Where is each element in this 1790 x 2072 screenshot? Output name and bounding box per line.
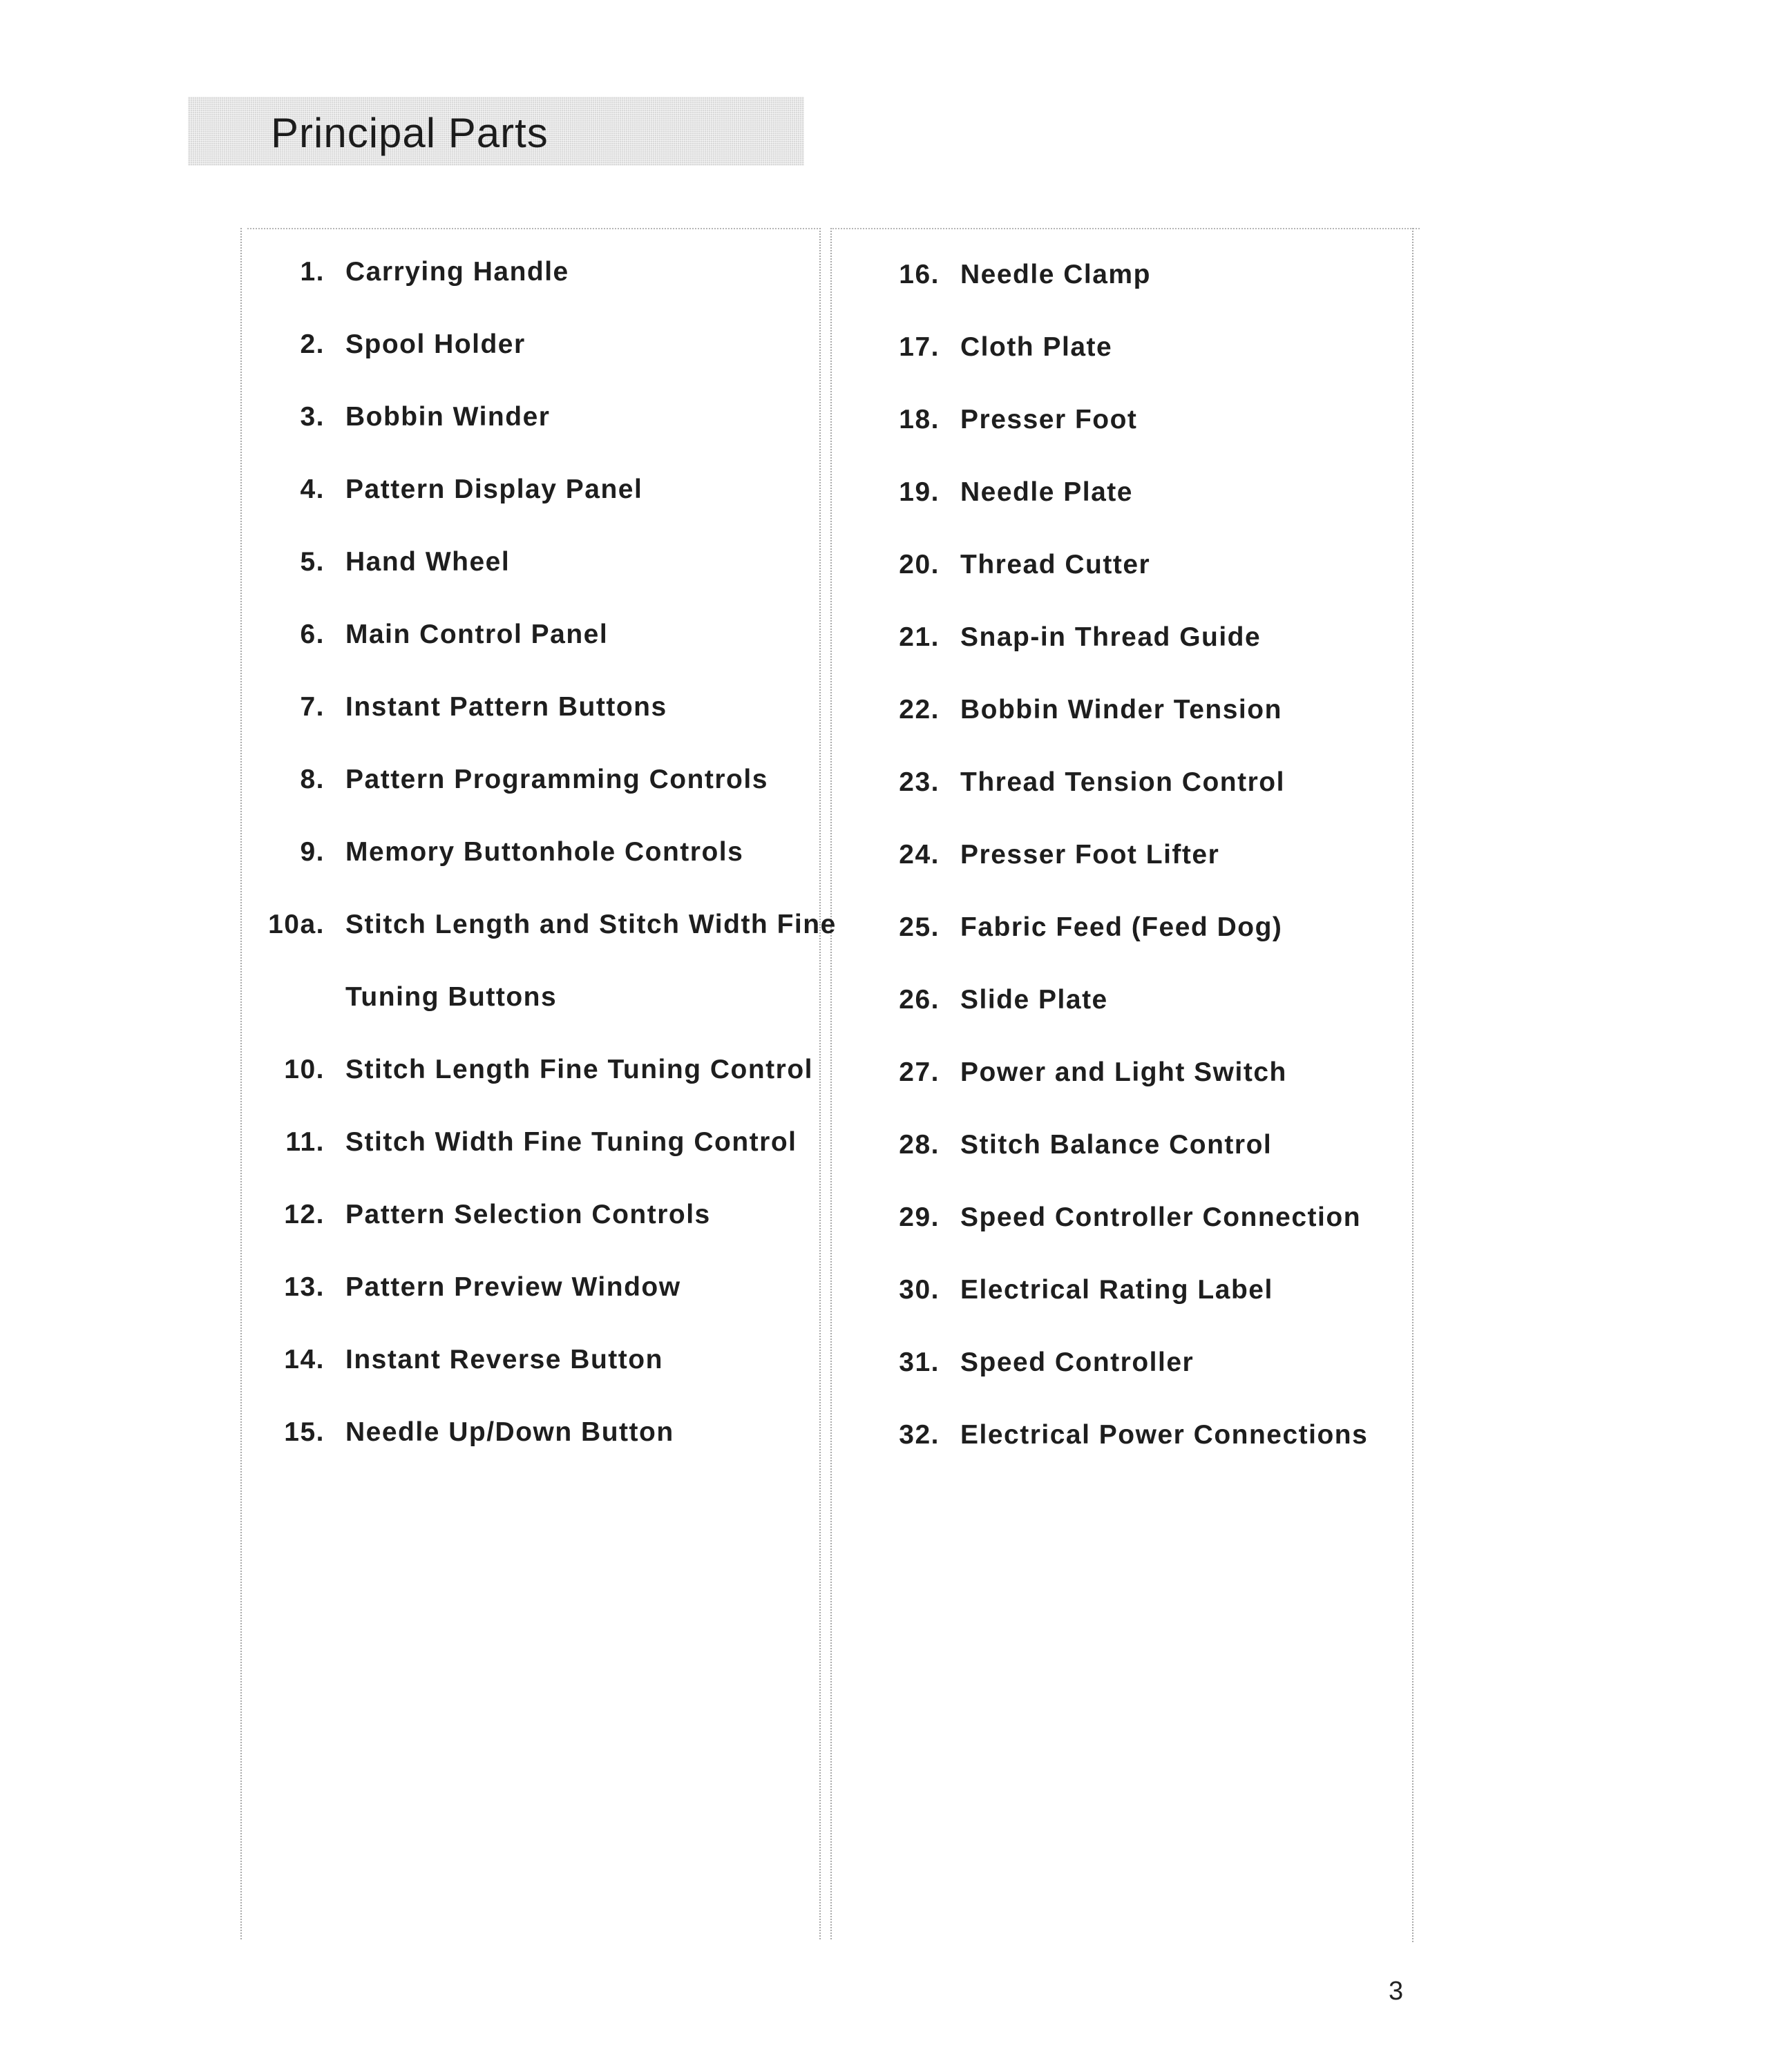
part-number: 13. (284, 1272, 325, 1302)
part-number: 21. (899, 622, 940, 652)
parts-list-item (263, 982, 837, 1055)
part-label: Speed Controller Connection (960, 1202, 1362, 1232)
part-label: Slide Plate (960, 985, 1108, 1015)
part-number: 19. (899, 477, 940, 507)
part-number: 23. (899, 767, 940, 797)
part-number: 30. (899, 1275, 940, 1305)
parts-list-item (263, 547, 837, 620)
parts-list-item (870, 405, 1368, 477)
part-number: 25. (899, 912, 940, 942)
parts-list-item (870, 622, 1368, 695)
part-label: Stitch Balance Control (960, 1130, 1273, 1160)
part-number: 5. (300, 547, 325, 577)
part-label: Stitch Length Fine Tuning Control (345, 1055, 814, 1084)
part-label: Pattern Display Panel (345, 474, 643, 504)
part-label: Carrying Handle (345, 257, 569, 287)
parts-list-item (263, 1272, 837, 1345)
page-title: Principal Parts (271, 110, 549, 156)
part-number: 2. (300, 329, 325, 359)
part-label: Presser Foot (960, 405, 1138, 434)
part-label: Tuning Buttons (345, 982, 558, 1012)
parts-list-item (263, 257, 837, 329)
part-label: Main Control Panel (345, 620, 609, 649)
parts-list-item (870, 1057, 1368, 1130)
frame-top-line-right (832, 228, 1420, 229)
parts-list-item (263, 329, 837, 402)
part-label: Needle Clamp (960, 260, 1151, 289)
part-label: Hand Wheel (345, 547, 511, 577)
part-label: Stitch Width Fine Tuning Control (345, 1127, 797, 1157)
part-label: Power and Light Switch (960, 1057, 1287, 1087)
part-number: 8. (300, 765, 325, 794)
parts-list-item (263, 692, 837, 765)
part-label: Thread Cutter (960, 550, 1151, 579)
part-number: 32. (899, 1420, 940, 1450)
parts-list-item (870, 1347, 1368, 1420)
part-label: Electrical Power Connections (960, 1420, 1369, 1450)
part-label: Instant Reverse Button (345, 1345, 663, 1374)
part-label: Memory Buttonhole Controls (345, 837, 744, 867)
parts-list-item (870, 695, 1368, 767)
frame-top-line-left (247, 228, 821, 229)
part-number: 7. (300, 692, 325, 722)
part-label: Speed Controller (960, 1347, 1194, 1377)
parts-list-item (870, 767, 1368, 840)
part-number: 12. (284, 1200, 325, 1229)
part-label: Pattern Preview Window (345, 1272, 681, 1302)
parts-list-item (870, 260, 1368, 332)
part-label: Presser Foot Lifter (960, 840, 1220, 870)
parts-list-item (263, 474, 837, 547)
parts-list-item (263, 1417, 837, 1490)
part-number: 27. (899, 1057, 940, 1087)
parts-list-item (870, 1275, 1368, 1347)
parts-list-item (263, 402, 837, 474)
part-number: 11. (285, 1127, 325, 1157)
part-number: 3. (300, 402, 325, 432)
frame-left-border (240, 228, 242, 1939)
part-label: Electrical Rating Label (960, 1275, 1273, 1305)
part-number: 10. (284, 1055, 325, 1084)
part-number: 17. (899, 332, 940, 362)
part-number: 31. (899, 1347, 940, 1377)
parts-list-item (870, 1202, 1368, 1275)
part-number: 29. (899, 1202, 940, 1232)
part-number: 15. (284, 1417, 325, 1447)
part-number: 22. (899, 695, 940, 725)
part-number: 4. (300, 474, 325, 504)
part-number: 18. (899, 405, 940, 434)
page-number: 3 (1389, 1977, 1404, 2006)
parts-list-item (870, 1420, 1368, 1493)
parts-list-item (870, 332, 1368, 405)
parts-list-item (263, 765, 837, 837)
parts-list-item (263, 1055, 837, 1127)
part-number: 14. (284, 1345, 325, 1374)
part-number: 26. (899, 985, 940, 1015)
part-number: 9. (300, 837, 325, 867)
parts-list-item (870, 550, 1368, 622)
parts-list-item (870, 912, 1368, 985)
part-label: Needle Up/Down Button (345, 1417, 674, 1447)
parts-list-item (263, 1200, 837, 1272)
parts-list-item (870, 477, 1368, 550)
part-number: 6. (300, 620, 325, 649)
parts-list-item (263, 910, 837, 982)
part-number: 10a. (268, 910, 325, 939)
part-label: Bobbin Winder (345, 402, 551, 432)
part-label: Fabric Feed (Feed Dog) (960, 912, 1283, 942)
part-label: Instant Pattern Buttons (345, 692, 667, 722)
part-number: 28. (899, 1130, 940, 1160)
frame-right-border (1412, 228, 1413, 1942)
part-number: 20. (899, 550, 940, 579)
part-label: Spool Holder (345, 329, 526, 359)
part-label: Stitch Length and Stitch Width Fine (345, 910, 837, 939)
part-label: Snap-in Thread Guide (960, 622, 1261, 652)
part-number: 24. (899, 840, 940, 870)
title-band (188, 97, 804, 166)
parts-list-item (263, 620, 837, 692)
part-number: 16. (899, 260, 940, 289)
parts-list-item (870, 1130, 1368, 1202)
part-number: 1. (300, 257, 325, 287)
part-label: Thread Tension Control (960, 767, 1285, 797)
part-label: Needle Plate (960, 477, 1133, 507)
part-label: Pattern Selection Controls (345, 1200, 711, 1229)
part-label: Cloth Plate (960, 332, 1113, 362)
parts-list-left (263, 257, 837, 1490)
parts-list-item (263, 837, 837, 910)
parts-list-item (870, 840, 1368, 912)
parts-list-item (263, 1345, 837, 1417)
parts-list-item (870, 985, 1368, 1057)
parts-list-item (263, 1127, 837, 1200)
parts-list-right (870, 260, 1368, 1493)
part-label: Pattern Programming Controls (345, 765, 768, 794)
part-label: Bobbin Winder Tension (960, 695, 1282, 725)
